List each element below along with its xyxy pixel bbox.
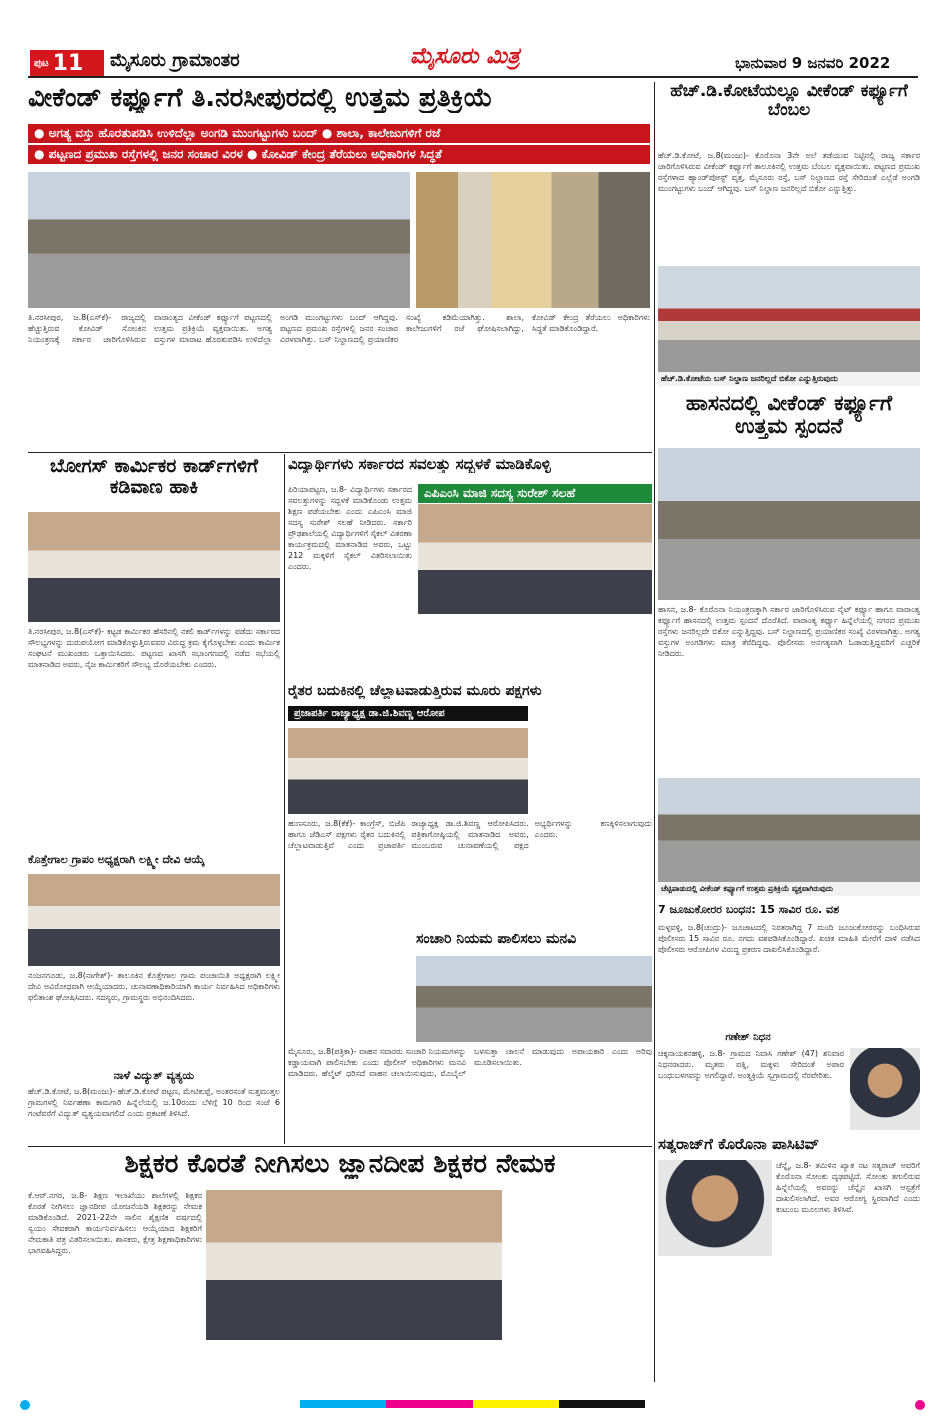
students-subhead: ಎಪಿಎಂಸಿ ಮಾಜಿ ಸದಸ್ಯ ಸುರೇಶ್ ಸಲಹೆ bbox=[418, 484, 652, 503]
issue-date: ಭಾನುವಾರ 9 ಜನವರಿ 2022 bbox=[735, 54, 891, 72]
lead-bullets-2: ● ಪಟ್ಟಣದ ಪ್ರಮುಖ ರಸ್ತೆಗಳಲ್ಲಿ ಜನರ ಸಂಚಾರ ವಿರಳ ● ಕೋವಿಡ್ ಕೇಂದ್ರ ತೆರೆಯಲು ಅಧಿಕಾರಿಗಳ ಸಿದ್ಧತೆ bbox=[28, 145, 650, 164]
traffic-photo bbox=[416, 956, 652, 1042]
lakshmi-headline: ಕೊತ್ತೇಗಾಲ ಗ್ರಾಪಂ ಅಧ್ಯಕ್ಷರಾಗಿ ಲಕ್ಷ್ಮೀ ದೇವಿ ಆಯ್ಕೆ bbox=[28, 853, 205, 866]
teachers-photo bbox=[206, 1190, 502, 1340]
bogus-body: ತಿ.ನರಸೀಪುರ, ಜ.8(ಎಸ್‌ಕೆ)- ಕಟ್ಟಡ ಕಾರ್ಮಿಕರ ಹೆಸರಿನಲ್ಲಿ ನಕಲಿ ಕಾರ್ಡ್‌ಗಳನ್ನು ಪಡೆದು ಸರ್ಕಾರದ ಸೌಲಭ್ಯಗಳನ್ನು ದುರುಪಯೋಗ ಮಾಡಿಕೊಳ್ಳುತ್ತಿರುವವರ ವಿರುದ್ಧ ಕ್ರಮ ಕೈಗೊಳ್ಳಬೇಕು ಎಂದು ಕಾರ್ಮಿಕ ಸಂಘಟನೆ ಮುಖಂಡರು ಒತ್ತಾಯಿಸಿದರು. ಪಟ್ಟಣದ ಖಾಸಗಿ ಸಭಾಂಗಣದಲ್ಲಿ ನಡೆದ ಸಭೆಯಲ್ಲಿ ಮಾತನಾಡಿದ ಅವರು, ನೈಜ ಕಾರ್ಮಿಕರಿಗೆ ಸೌಲಭ್ಯ ದೊರೆಯಬೇಕು ಎಂದರು. bbox=[28, 627, 280, 669]
registration-mark bbox=[20, 1400, 30, 1410]
arrest-headline: 7 ಜೂಜುಕೋರರ ಬಂಧನ: 15 ಸಾವಿರ ರೂ. ವಶ bbox=[658, 904, 840, 916]
hdkote-photo bbox=[658, 266, 920, 372]
power-headline: ನಾಳೆ ವಿದ್ಯುತ್ ವ್ಯತ್ಯಯ bbox=[113, 1069, 195, 1082]
bogus-photo bbox=[28, 512, 280, 622]
obit-body: ಚಿಕ್ಕನಾಯಕನಹಳ್ಳಿ, ಜ.8- ಗ್ರಾಮದ ನಿವಾಸಿ ಗಣೇಶ್ (47) ಶನಿವಾರ ನಿಧನರಾದರು. ಮೃತರು ಪತ್ನಿ, ಮಕ್ಕಳು ಸೇರಿದಂತೆ ಅಪಾರ ಬಂಧುಬಳಗವನ್ನು ಅಗಲಿದ್ದಾರೆ. ಅಂತ್ಯಕ್ರಿಯೆ ಸ್ವಗ್ರಾಮದಲ್ಲಿ ನೆರವೇರಿತು. bbox=[658, 1049, 844, 1080]
power-body: ಹೆಚ್.ಡಿ.ಕೋಟೆ, ಜ.8(ಮಂಜು)- ಹೆಚ್.ಡಿ.ಕೋಟೆ ಪಟ್ಟಣ, ಮೇಟಿಕುಪ್ಪೆ, ಅಂತರಸಂತೆ ಸುತ್ತಮುತ್ತಲ ಗ್ರಾಮಗಳಲ್ಲಿ ನಿರ್ವಹಣಾ ಕಾಮಗಾರಿ ಹಿನ್ನೆಲೆಯಲ್ಲಿ ಜ.10ರಂದು ಬೆಳಿಗ್ಗೆ 10 ರಿಂದ ಸಂಜೆ 6 ಗಂಟೆವರೆಗೆ ವಿದ್ಯುತ್ ವ್ಯತ್ಯಯವಾಗಲಿದೆ ಎಂದು ಪ್ರಕಟಣೆ ತಿಳಿಸಿದೆ. bbox=[28, 1087, 280, 1118]
lead-body: ತಿ.ನರಸೀಪುರ, ಜ.8(ಎಸ್‌ಕೆ)- ರಾಜ್ಯದಲ್ಲಿ ಹೆಚ್ಚುತ್ತಿರುವ ಕೋವಿಡ್ ಸೋಂಕಿನ ನಿಯಂತ್ರಣಕ್ಕೆ ಸರ್ಕಾರ ಜಾರಿಗೊಳಿಸಿರುವ ವಾರಾಂತ್ಯದ ವೀಕೆಂಡ್ ಕರ್ಫ್ಯೂಗೆ ಪಟ್ಟಣದಲ್ಲಿ ಉತ್ತಮ ಪ್ರತಿಕ್ರಿಯೆ ವ್ಯಕ್ತವಾಯಿತು. ಅಗತ್ಯ ವಸ್ತುಗಳ ಮಾರಾಟ ಹೊರತುಪಡಿಸಿ ಉಳಿದೆಲ್ಲಾ ಅಂಗಡಿ ಮುಂಗಟ್ಟುಗಳು ಬಂದ್ ಆಗಿದ್ದವು. ಪಟ್ಟಣದ ಪ್ರಮುಖ ರಸ್ತೆಗಳಲ್ಲಿ ಜನರ ಸಂಚಾರ ವಿರಳವಾಗಿತ್ತು. ಬಸ್ ನಿಲ್ದಾಣದಲ್ಲಿ ಪ್ರಯಾಣಿಕರ ಸಂಖ್ಯೆ ಕಡಿಮೆಯಾಗಿತ್ತು. ಶಾಲಾ, ಕಾಲೇಜುಗಳಿಗೆ ರಜೆ ಘೋಷಿಸಲಾಗಿದ್ದು, ಕೋವಿಡ್ ಕೇಂದ್ರ ತೆರೆಯಲು ಅಧಿಕಾರಿಗಳು ಸಿದ್ಧತೆ ಮಾಡಿಕೊಂಡಿದ್ದಾರೆ. bbox=[28, 313, 650, 344]
hassan-body: ಹಾಸನ, ಜ.8- ಕೊರೊನಾ ನಿಯಂತ್ರಣಕ್ಕಾಗಿ ಸರ್ಕಾರ ಜಾರಿಗೊಳಿಸಿರುವ ನೈಟ್ ಕರ್ಫ್ಯೂ ಹಾಗೂ ವಾರಾಂತ್ಯ ಕರ್ಫ್ಯೂಗೆ ಹಾಸನದಲ್ಲಿ ಉತ್ತಮ ಸ್ಪಂದನೆ ದೊರೆತಿದೆ. ವಾರಾಂತ್ಯ ಕರ್ಫ್ಯೂ ಹಿನ್ನೆಲೆಯಲ್ಲಿ ನಗರದ ಪ್ರಮುಖ ರಸ್ತೆಗಳು ಜನರಿಲ್ಲದೇ ಬಿಕೋ ಎನ್ನುತ್ತಿದ್ದವು. ಬಸ್ ನಿಲ್ದಾಣದಲ್ಲಿ ಪ್ರಯಾಣಿಕರ ಸಂಖ್ಯೆ ವಿರಳವಾಗಿತ್ತು. ಅಗತ್ಯ ವಸ್ತುಗಳ ಅಂಗಡಿಗಳು ಮಾತ್ರ ತೆರೆದಿದ್ದವು. ಪೊಲೀಸರು ಅನಗತ್ಯವಾಗಿ ಓಡಾಡುತ್ತಿದ್ದವರಿಗೆ ಎಚ್ಚರಿಕೆ ನೀಡಿದರು. bbox=[658, 605, 920, 658]
color-registration-strip bbox=[300, 1400, 645, 1408]
teachers-body: ಕೆ.ಆರ್.ನಗರ, ಜ.8- ಶಿಕ್ಷಣ ಇಲಾಖೆಯು ಶಾಲೆಗಳಲ್ಲಿ ಶಿಕ್ಷಕರ ಕೊರತೆ ನೀಗಿಸಲು ಜ್ಞಾನದೀಪ ಯೋಜನೆಯಡಿ ಶಿಕ್ಷಕರನ್ನು ನೇಮಕ ಮಾಡಿಕೊಂಡಿದೆ. 2021-22ನೇ ಸಾಲಿನ ಶೈಕ್ಷಣಿಕ ವರ್ಷದಲ್ಲಿ ಸ್ವಯಂ ಸೇವಕರಾಗಿ ಕಾರ್ಯನಿರ್ವಹಿಸಲು ಆಯ್ಕೆಯಾದ ಶಿಕ್ಷಕರಿಗೆ ನೇಮಕಾತಿ ಪತ್ರ ವಿತರಿಸಲಾಯಿತು. ಶಾಸಕರು, ಕ್ಷೇತ್ರ ಶಿಕ್ಷಣಾಧಿಕಾರಿಗಳು ಭಾಗವಹಿಸಿದ್ದರು. bbox=[28, 1191, 202, 1255]
masthead-logo: ಮೈಸೂರು ಮಿತ್ರ bbox=[410, 44, 520, 69]
lead-bullets-1: ● ಅಗತ್ಯ ವಸ್ತು ಹೊರತುಪಡಿಸಿ ಉಳಿದೆಲ್ಲಾ ಅಂಗಡಿ ಮುಂಗಟ್ಟುಗಳು ಬಂದ್ ● ಶಾಲಾ, ಕಾಲೇಜುಗಳಿಗೆ ರಜೆ bbox=[28, 124, 650, 143]
registration-mark bbox=[915, 1400, 925, 1410]
students-photo bbox=[418, 504, 652, 614]
lead-headline: ವೀಕೆಂಡ್ ಕರ್ಫ್ಯೂಗೆ ತಿ.ನರಸೀಪುರದಲ್ಲಿ ಉತ್ತಮ ಪ್ರತಿಕ್ರಿಯೆ bbox=[28, 84, 493, 113]
traffic-headline: ಸಂಚಾರಿ ನಿಯಮ ಪಾಲಿಸಲು ಮನವಿ bbox=[416, 931, 577, 947]
hassan-caption: ಚೆಟ್ಟಿಪಾಡುದಲ್ಲಿ ವೀಕೆಂಡ್ ಕರ್ಫ್ಯೂಗೆ ಉತ್ತಮ ಪ್ರತಿಕ್ರಿಯೆ ವ್ಯಕ್ತವಾಗಿರುವುದು bbox=[658, 882, 920, 896]
page-number-badge bbox=[30, 50, 104, 76]
sathyaraj-portrait bbox=[658, 1160, 772, 1256]
lead-photo-street bbox=[28, 172, 410, 308]
hassan-photo-road bbox=[658, 778, 920, 882]
hassan-photo-market bbox=[658, 448, 920, 600]
sathyaraj-headline: ಸತ್ಯರಾಜ್‌ಗೆ ಕೊರೊನಾ ಪಾಸಿಟಿವ್ bbox=[658, 1136, 820, 1153]
parties-photo bbox=[288, 728, 528, 814]
section-name: ಮೈಸೂರು ಗ್ರಾಮಾಂತರ bbox=[110, 50, 240, 71]
hdkote-body: ಹೆಚ್.ಡಿ.ಕೋಟೆ, ಜ.8(ಮಂಜು)- ಕೊರೊನಾ 3ನೇ ಅಲೆ ತಡೆಯುವ ನಿಟ್ಟಿನಲ್ಲಿ ರಾಜ್ಯ ಸರ್ಕಾರ ಜಾರಿಗೊಳಿಸಿರುವ ವೀಕೆಂಡ್ ಕರ್ಫ್ಯೂಗೆ ತಾಲೂಕಿನಲ್ಲಿ ಉತ್ತಮ ಬೆಂಬಲ ವ್ಯಕ್ತವಾಯಿತು. ಪಟ್ಟಣದ ಪ್ರಮುಖ ರಸ್ತೆಗಳಾದ ಹ್ಯಾಂಡ್‌ಪೋಸ್ಟ್ ವೃತ್ತ, ಮೈಸೂರು ರಸ್ತೆ, ಬಸ್ ನಿಲ್ದಾಣದ ರಸ್ತೆ ಸೇರಿದಂತೆ ಎಲ್ಲೆಡೆ ಅಂಗಡಿ ಮುಂಗಟ್ಟುಗಳು ಬಂದ್ ಆಗಿದ್ದವು. ಬಸ್ ನಿಲ್ದಾಣ ಜನರಿಲ್ಲದೆ ಬಿಕೋ ಎನ್ನುತ್ತಿತ್ತು. bbox=[658, 151, 920, 193]
students-body: ಪಿರಿಯಾಪಟ್ಟಣ, ಜ.8- ವಿದ್ಯಾರ್ಥಿಗಳು ಸರ್ಕಾರದ ಸವಲತ್ತುಗಳನ್ನು ಸದ್ಬಳಕೆ ಮಾಡಿಕೊಂಡು ಉತ್ತಮ ಶಿಕ್ಷಣ ಪಡೆಯಬೇಕು ಎಂದು ಎಪಿಎಂಸಿ ಮಾಜಿ ಸದಸ್ಯ ಸುರೇಶ್ ಸಲಹೆ ನೀಡಿದರು. ಸರ್ಕಾರಿ ಪ್ರೌಢಶಾಲೆಯಲ್ಲಿ ವಿದ್ಯಾರ್ಥಿಗಳಿಗೆ ಸೈಕಲ್ ವಿತರಣಾ ಕಾರ್ಯಕ್ರಮದಲ್ಲಿ ಮಾತನಾಡಿದ ಅವರು, ಒಟ್ಟು 212 ಮಕ್ಕಳಿಗೆ ಸೈಕಲ್ ವಿತರಿಸಲಾಯಿತು ಎಂದರು. bbox=[288, 485, 412, 571]
lead-photo-busstand bbox=[416, 172, 650, 308]
obit-portrait bbox=[850, 1048, 920, 1130]
parties-subhead: ಪ್ರಜಾಪರ್ತಿ ರಾಜ್ಯಾಧ್ಯಕ್ಷ ಡಾ.ಜಿ.ಶಿವಣ್ಣ ಆರೋಪ bbox=[288, 706, 528, 721]
hdkote-caption: ಹೆಚ್.ಡಿ.ಕೋಟೆಯ ಬಸ್ ನಿಲ್ದಾಣ ಜನರಿಲ್ಲದೆ ಬಿಕೋ ಎನ್ನುತ್ತಿರುವುದು bbox=[658, 372, 920, 386]
bogus-headline: ಬೋಗಸ್ ಕಾರ್ಮಿಕರ ಕಾರ್ಡ್‌ಗಳಿಗೆ ಕಡಿವಾಣ ಹಾಕಿ bbox=[50, 455, 258, 498]
column-rule bbox=[284, 454, 285, 1144]
page-number: 11 bbox=[52, 50, 84, 76]
sathyaraj-body: ಚೆನ್ನೈ, ಜ.8- ತಮಿಳಿನ ಖ್ಯಾತ ನಟ ಸತ್ಯರಾಜ್ ಅವರಿಗೆ ಕೊರೊನಾ ಸೋಂಕು ದೃಢಪಟ್ಟಿದೆ. ಸೋಂಕು ತಗುಲಿರುವ ಹಿನ್ನೆಲೆಯಲ್ಲಿ ಅವರನ್ನು ಚೆನ್ನೈನ ಖಾಸಗಿ ಆಸ್ಪತ್ರೆಗೆ ದಾಖಲಿಸಲಾಗಿದೆ. ಅವರ ಆರೋಗ್ಯ ಸ್ಥಿರವಾಗಿದೆ ಎಂದು ಕುಟುಂಬ ಮೂಲಗಳು ತಿಳಿಸಿವೆ. bbox=[776, 1161, 920, 1214]
lakshmi-photo bbox=[28, 874, 280, 966]
sathyaraj-body-cont bbox=[658, 1260, 920, 1382]
parties-body: ಹುಣಸೂರು, ಜ.8(ಕೆಕೆ)- ಕಾಂಗ್ರೆಸ್, ಬಿಜೆಪಿ ಹಾಗೂ ಜೆಡಿಎಸ್ ಪಕ್ಷಗಳು ರೈತರ ಬದುಕಿನಲ್ಲಿ ಚೆಲ್ಲಾಟವಾಡುತ್ತಿವೆ ಎಂದು ಪ್ರಜಾಪರ್ತಿ ರಾಜ್ಯಾಧ್ಯಕ್ಷ ಡಾ.ಜಿ.ಶಿವಣ್ಣ ಆರೋಪಿಸಿದರು. ಪತ್ರಿಕಾಗೋಷ್ಠಿಯಲ್ಲಿ ಮಾತನಾಡಿದ ಅವರು, ಮುಂಬರುವ ಚುನಾವಣೆಯಲ್ಲಿ ಪಕ್ಷದ ಅಭ್ಯರ್ಥಿಗಳನ್ನು ಕಣಕ್ಕಿಳಿಸಲಾಗುವುದು ಎಂದರು. bbox=[288, 819, 652, 850]
hassan-headline: ಹಾಸನದಲ್ಲಿ ವೀಕೆಂಡ್ ಕರ್ಫ್ಯೂಗೆ ಉತ್ತಮ ಸ್ಪಂದನೆ bbox=[685, 391, 893, 439]
row-rule bbox=[28, 452, 652, 453]
arrest-body: ಮಳ್ಳವಳ್ಳಿ, ಜ.8(ಚಂದ್ರು)- ಜೂಜಾಟದಲ್ಲಿ ನಿರತರಾಗಿದ್ದ 7 ಮಂದಿ ಜೂಜುಕೋರರನ್ನು ಬಂಧಿಸಿರುವ ಪೊಲೀಸರು 15 ಸಾವಿರ ರೂ. ನಗದು ವಶಪಡಿಸಿಕೊಂಡಿದ್ದಾರೆ. ಖಚಿತ ಮಾಹಿತಿ ಮೇರೆಗೆ ದಾಳಿ ನಡೆಸಿದ ಪೊಲೀಸರು ಆರೋಪಿಗಳ ವಿರುದ್ಧ ಪ್ರಕರಣ ದಾಖಲಿಸಿಕೊಂಡಿದ್ದಾರೆ. bbox=[658, 923, 920, 954]
hdkote-headline: ಹೆಚ್.ಡಿ.ಕೋಟೆಯಲ್ಲೂ ವೀಕೆಂಡ್ ಕರ್ಫ್ಯೂಗೆ ಬೆಂಬಲ bbox=[670, 81, 908, 120]
parties-headline: ರೈತರ ಬದುಕಿನಲ್ಲಿ ಚೆಲ್ಲಾಟವಾಡುತ್ತಿರುವ ಮೂರು ಪಕ್ಷಗಳು bbox=[288, 684, 542, 699]
lakshmi-body: ನಂಜನಗೂಡು, ಜ.8(ನಾಗೇಶ್)- ತಾಲೂಕಿನ ಕೊತ್ತೇಗಾಲ ಗ್ರಾಮ ಪಂಚಾಯಿತಿ ಅಧ್ಯಕ್ಷರಾಗಿ ಲಕ್ಷ್ಮೀ ದೇವಿ ಅವಿರೋಧವಾಗಿ ಆಯ್ಕೆಯಾದರು. ಚುನಾವಣಾಧಿಕಾರಿಯಾಗಿ ಕಾರ್ಯ ನಿರ್ವಹಿಸಿದ ಅಧಿಕಾರಿಗಳು ಫಲಿತಾಂಶ ಘೋಷಿಸಿದರು. ಸದಸ್ಯರು, ಗ್ರಾಮಸ್ಥರು ಅಭಿನಂದಿಸಿದರು. bbox=[28, 971, 280, 1002]
teachers-body-right bbox=[506, 1190, 652, 1380]
obit-headline: ಗಣೇಶ್ ನಿಧನ bbox=[725, 1032, 771, 1043]
page-prefix: ಪುಟ bbox=[34, 57, 49, 69]
traffic-body: ಮೈಸೂರು, ಜ.8(ಪತ್ರಿಕಾ)- ವಾಹನ ಸವಾರರು ಸಂಚಾರಿ ನಿಯಮಗಳನ್ನು ಕಡ್ಡಾಯವಾಗಿ ಪಾಲಿಸಬೇಕು ಎಂದು ಪೊಲೀಸ್ ಅಧಿಕಾರಿಗಳು ಮನವಿ ಮಾಡಿದರು. ಹೆಲ್ಮೆಟ್ ಧರಿಸದೆ ವಾಹನ ಚಲಾಯಿಸುವುದು, ಮೊಬೈಲ್ ಬಳಸುತ್ತಾ ಚಾಲನೆ ಮಾಡುವುದು ಅಪಾಯಕಾರಿ ಎಂದು ಅರಿವು ಮೂಡಿಸಲಾಯಿತು. bbox=[288, 1047, 652, 1078]
column-rule bbox=[654, 82, 655, 1382]
row-rule bbox=[28, 1146, 652, 1147]
teachers-headline: ಶಿಕ್ಷಕರ ಕೊರತೆ ನೀಗಿಸಲು ಜ್ಞಾನದೀಪ ಶಿಕ್ಷಕರ ನೇಮಕ bbox=[124, 1150, 556, 1179]
students-headline: ವಿದ್ಯಾರ್ಥಿಗಳು ಸರ್ಕಾರದ ಸವಲತ್ತು ಸದ್ಬಳಕೆ ಮಾಡಿಕೊಳ್ಳಿ bbox=[288, 456, 551, 473]
